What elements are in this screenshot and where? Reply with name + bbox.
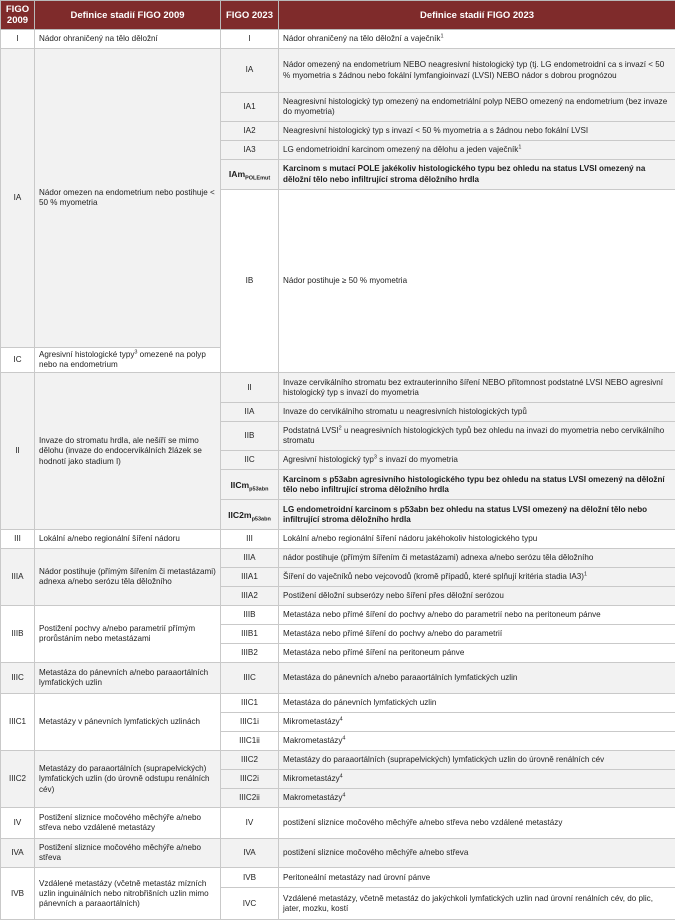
stage-2009: IIIC2	[1, 751, 35, 808]
definition-2023: Lokální a/nebo regionální šíření nádoru jakéhokoliv histologického typu	[279, 530, 675, 549]
stage-2023: IIIC1	[221, 694, 279, 713]
definition-2023: Metastáza nebo přímé šíření do pochvy a/nebo do parametrií nebo na peritoneum pánve	[279, 606, 675, 625]
stage-2023: IVA	[221, 839, 279, 868]
header-figo-2023: FIGO 2023	[221, 1, 279, 30]
definition-2023: Neagresivní histologický typ omezený na endometriální polyp NEBO omezený na endometrium (bez invaze do myometria)	[279, 93, 675, 122]
stage-2023: III	[221, 530, 279, 549]
stage-2023: IIC	[221, 451, 279, 470]
header-definition-2023: Definice stadií FIGO 2023	[279, 1, 675, 30]
stage-2023: IIB	[221, 422, 279, 451]
stage-2009: IIIB	[1, 606, 35, 663]
definition-2023: postižení sliznice močového měchýře a/nebo střeva	[279, 839, 675, 868]
definition-2009: Nádor omezen na endometrium nebo postihuje < 50 % myometria	[35, 49, 221, 348]
stage-2023: IICm$_{p53abn}$	[221, 470, 279, 500]
stage-2023: IAm$_{POLEmut}$	[221, 160, 279, 190]
stage-2023: IIIB2	[221, 644, 279, 663]
definition-2009: Invaze do stromatu hrdla, ale nešíří se mimo dělohu (invaze do endocervikálních žlázek se hodnotí jako stadium I)	[35, 373, 221, 530]
stage-2009: IIIA	[1, 549, 35, 606]
definition-2023: Podstatná LVSI$^2$ u neagresivních histologických typů bez ohledu na invazi do myometria nebo cervikálního stromatu	[279, 422, 675, 451]
stage-2023: IVC	[221, 888, 279, 920]
stage-2023: IC	[1, 348, 35, 373]
stage-2009: IV	[1, 808, 35, 839]
table-row	[1, 49, 675, 93]
definition-2023: LG endometrioidní karcinom omezený na dělohu a jeden vaječník$^1$	[279, 141, 675, 160]
stage-2009: IB	[221, 190, 279, 373]
stage-2023: IA2	[221, 122, 279, 141]
definition-2023: Mikrometastázy$^4$	[279, 770, 675, 789]
definition-2009: Metastáza do pánevních a/nebo paraaortálních lymfatických uzlin	[35, 663, 221, 694]
stage-2009: IA	[1, 49, 35, 348]
table-row	[1, 663, 675, 694]
stage-2023: IIIB	[221, 606, 279, 625]
definition-2009: Nádor postihuje ≥ 50 % myometria	[279, 190, 675, 373]
stage-2023: IIIC1i	[221, 713, 279, 732]
definition-2023: Metastáza nebo přímé šíření do pochvy a/nebo do parametrií	[279, 625, 675, 644]
stage-2023: $IIC2m_{p53abn}$	[221, 500, 279, 530]
table-row	[1, 694, 675, 713]
stage-2009: I	[1, 30, 35, 49]
definition-2023: Vzdálené metastázy, včetně metastáz do jakýchkoli lymfatických uzlin nad úrovní renálních cév, do plic, jater, mozku, kostí	[279, 888, 675, 920]
definition-2023: Peritoneální metastázy nad úrovní pánve	[279, 868, 675, 888]
definition-2023: Mikrometastázy$^4$	[279, 713, 675, 732]
definition-2009: Metastázy do paraaortálních (suprapelvických) lymfatických uzlin (do úrovně odstupu renálních cév)	[35, 751, 221, 808]
definition-2023: nádor postihuje (přímým šířením či metastázami) adnexa a/nebo serózu těla děložního	[279, 549, 675, 568]
definition-2009: Postižení sliznice močového měchýře a/nebo střeva	[35, 839, 221, 868]
stage-2023: IIIC2ii	[221, 789, 279, 808]
header-figo-2009: FIGO 2009	[1, 1, 35, 30]
stage-2023: IIA	[221, 403, 279, 422]
stage-2009: IVA	[1, 839, 35, 868]
table-row	[1, 808, 675, 839]
definition-2023: Karcinom s mutací POLE jakékoliv histologického typu bez ohledu na status LVSI omezený na děložní tělo nebo infiltrující stroma děložního hrdla	[279, 160, 675, 190]
header-definition-2009: Definice stadií FIGO 2009	[35, 1, 221, 30]
definition-2023: Metastáza nebo přímé šíření na peritoneum pánve	[279, 644, 675, 663]
definition-2023: LG endometroidní karcinom s p53abn bez ohledu na status LVSI omezený na děložní tělo nebo infiltrující stroma děložního hrdla	[279, 500, 675, 530]
table-row	[1, 868, 675, 888]
definition-2023: Makrometastázy$^4$	[279, 732, 675, 751]
definition-2023: Nádor omezený na endometrium NEBO neagresivní histologický typ (tj. LG endometroidní ca s invazí < 50 % myometria s žádnou nebo fokální lymfangioinvazí (LVSI) NEBO nádor s dobrou prognózou	[279, 49, 675, 93]
stage-2023: I	[221, 30, 279, 49]
definition-2023: Agresivní histologický typ$^3$ s invazí do myometria	[279, 451, 675, 470]
table-row	[1, 530, 675, 549]
stage-2023: IIIC2i	[221, 770, 279, 789]
definition-2023: Metastázy do paraaortálních (suprapelvických) lymfatických uzlin do úrovně renálních cév	[279, 751, 675, 770]
definition-2009: Metastázy v pánevních lymfatických uzlinách	[35, 694, 221, 751]
definition-2009: Lokální a/nebo regionální šíření nádoru	[35, 530, 221, 549]
table-row	[1, 606, 675, 625]
definition-2023: Nádor ohraničený na tělo děložní a vaječník$^1$	[279, 30, 675, 49]
stage-2023: IIIC1ii	[221, 732, 279, 751]
stage-2023: IIIA2	[221, 587, 279, 606]
definition-2023: Metastáza do pánevních a/nebo paraaortálních lymfatických uzlin	[279, 663, 675, 694]
definition-2023: Postižení děložní subserózy nebo šíření přes děložní serózou	[279, 587, 675, 606]
table-row	[1, 373, 675, 403]
stage-2009: IIIC1	[1, 694, 35, 751]
stage-2023: IVB	[221, 868, 279, 888]
stage-2023: II	[221, 373, 279, 403]
stage-2023: IIIC	[221, 663, 279, 694]
stage-2023: IIIA1	[221, 568, 279, 587]
definition-2009: Vzdálené metastázy (včetně metastáz mízních uzlin inguinálních nebo nitrobřišních uzlin mimo pánevních a paraaortálních)	[35, 868, 221, 920]
definition-2023: Karcinom s p53abn agresivního histologického typu bez ohledu na status LVSI omezený na děložní tělo nebo infiltrující stroma děložního hrdla	[279, 470, 675, 500]
stage-2023: IA	[221, 49, 279, 93]
stage-2023: IIIB1	[221, 625, 279, 644]
definition-2023: postižení sliznice močového měchýře a/nebo střeva nebo vzdálené metastázy	[279, 808, 675, 839]
stage-2023: IA1	[221, 93, 279, 122]
definition-2009: Postižení pochvy a/nebo parametrií přímým prorůstáním nebo metastázami	[35, 606, 221, 663]
stage-2009: II	[1, 373, 35, 530]
table-header-row	[1, 1, 675, 30]
definition-2023: Makrometastázy$^4$	[279, 789, 675, 808]
stage-2023: IIIA	[221, 549, 279, 568]
definition-2009: Nádor postihuje (přímým šířením či metastázami) adnexa a/nebo serózu těla děložního	[35, 549, 221, 606]
stage-2023: IV	[221, 808, 279, 839]
table-row	[1, 751, 675, 770]
definition-2009: Nádor ohraničený na tělo děložní	[35, 30, 221, 49]
definition-2023: Invaze do cervikálního stromatu u neagresivních histologických typů	[279, 403, 675, 422]
stage-2023: IIIC2	[221, 751, 279, 770]
table-row	[1, 839, 675, 868]
stage-2009: IVB	[1, 868, 35, 920]
definition-2009: Postižení sliznice močového měchýře a/nebo střeva nebo vzdálené metastázy	[35, 808, 221, 839]
definition-2023: Metastáza do pánevních lymfatických uzlin	[279, 694, 675, 713]
table-row	[1, 30, 675, 49]
stage-2009: III	[1, 530, 35, 549]
definition-2023: Šíření do vaječníků nebo vejcovodů (kromě případů, které splňují kritéria stadia IA3)$^1$	[279, 568, 675, 587]
table-row	[1, 549, 675, 568]
definition-2023: Agresivní histologické typy$^3$ omezené na polyp nebo na endometrium	[35, 348, 221, 373]
stage-2023: IA3	[221, 141, 279, 160]
definition-2023: Neagresivní histologický typ s invazí < 50 % myometria a s žádnou nebo fokální LVSI	[279, 122, 675, 141]
definition-2023: Invaze cervikálního stromatu bez extrauterinního šíření NEBO přítomnost podstatné LVSI NEBO agresivní histologický typ s invazí do myometria	[279, 373, 675, 403]
stage-2009: IIIC	[1, 663, 35, 694]
